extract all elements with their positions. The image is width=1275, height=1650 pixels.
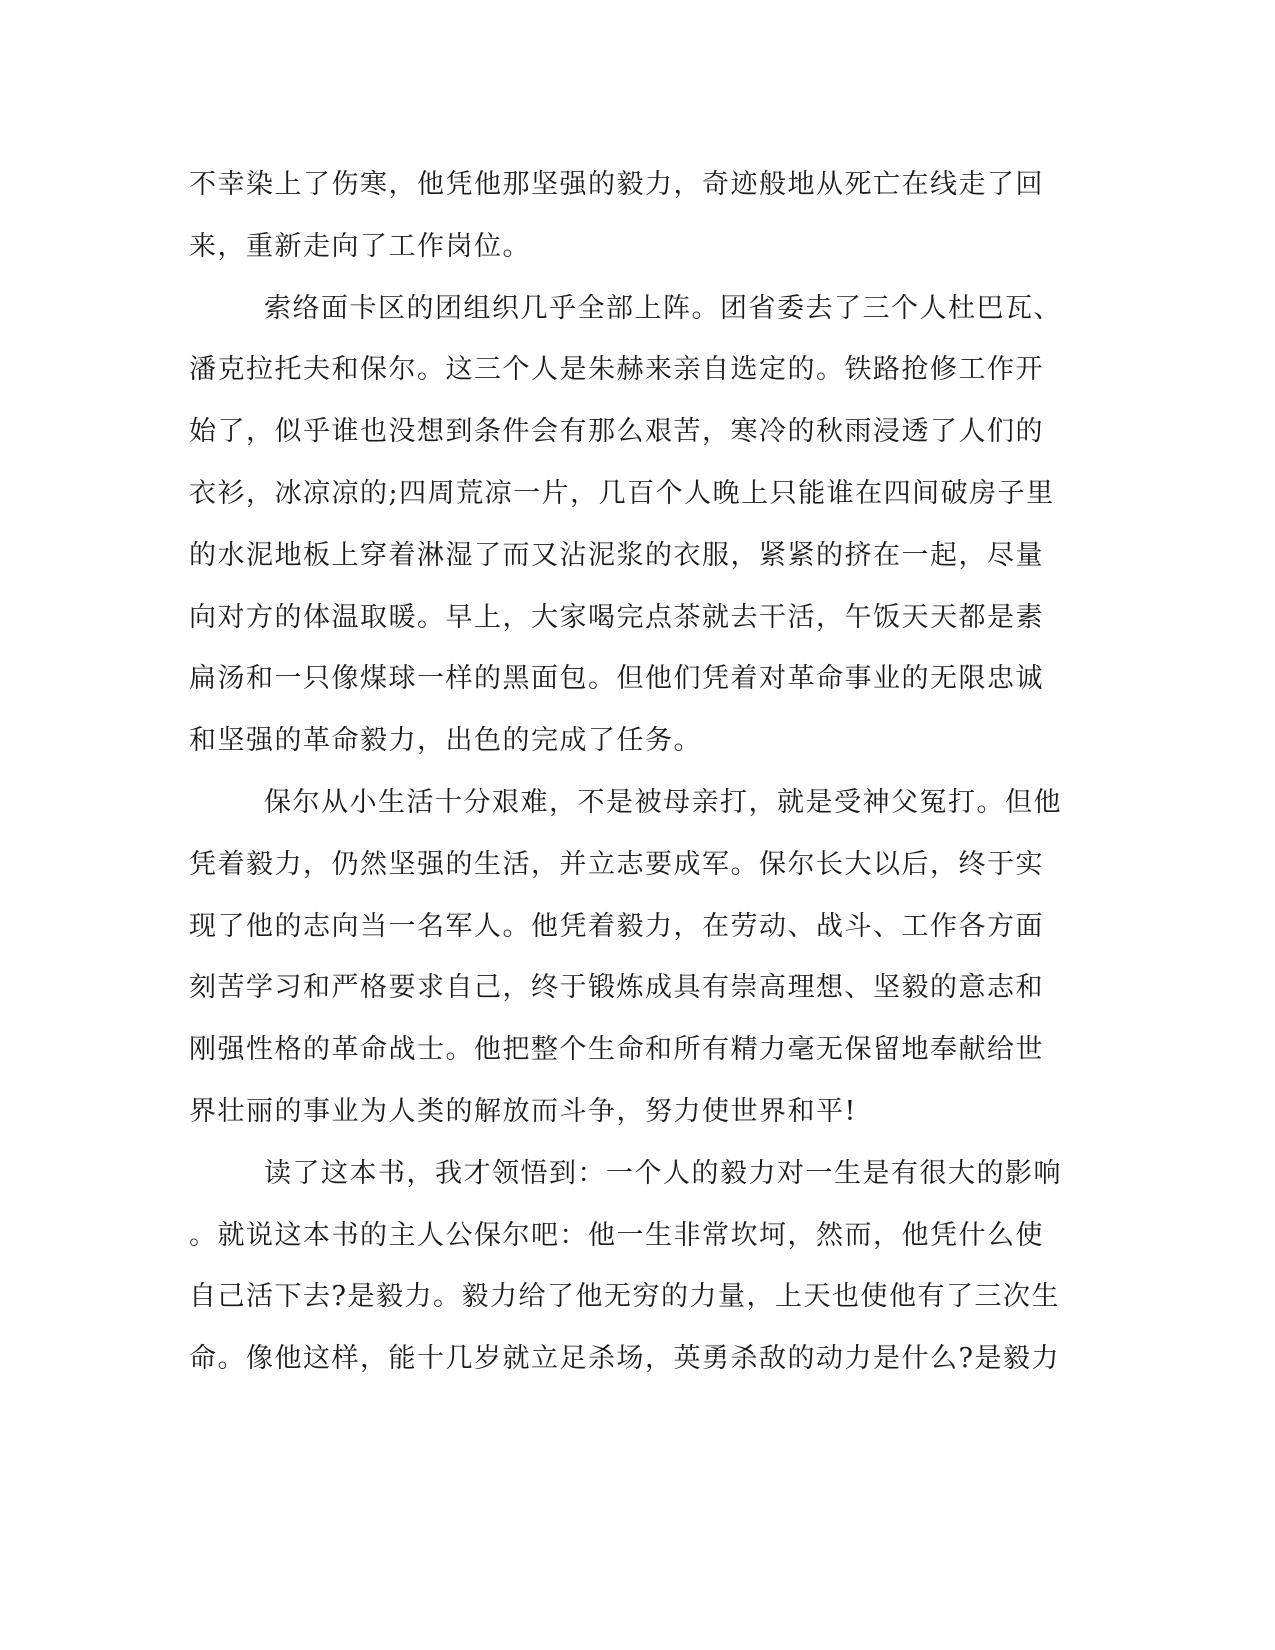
text-line: 。就说这本书的主人公保尔吧：他一生非常坎坷，然而，他凭什么使 xyxy=(189,1219,1044,1251)
text-line: 凭着毅力，仍然坚强的生活，并立志要成军。保尔长大以后，终于实 xyxy=(189,848,1044,880)
text-line: 衣衫，冰凉凉的;四周荒凉一片，几百个人晚上只能谁在四间破房子里 xyxy=(189,477,1055,509)
text-line: 向对方的体温取暖。早上，大家喝完点茶就去干活，午饭天天都是素 xyxy=(189,601,1044,633)
text-line: 界壮丽的事业为人类的解放而斗争，努力使世界和平! xyxy=(189,1095,857,1127)
text-line: 始了，似乎谁也没想到条件会有那么艰苦，寒冷的秋雨浸透了人们的 xyxy=(189,416,1044,448)
text-line: 刚强性格的革命战士。他把整个生命和所有精力毫无保留地奉献给世 xyxy=(189,1034,1044,1066)
document-body xyxy=(189,154,1069,1390)
text-line: 索络面卡区的团组织几乎全部上阵。团省委去了三个人杜巴瓦、 xyxy=(264,292,1062,324)
text-line: 扁汤和一只像煤球一样的黑面包。但他们凭着对革命事业的无限忠诚 xyxy=(189,663,1044,695)
paragraph-4 xyxy=(189,1143,1069,1390)
text-line: 保尔从小生活十分艰难，不是被母亲打，就是受神父冤打。但他 xyxy=(264,786,1062,818)
text-line: 来，重新走向了工作岗位。 xyxy=(189,230,531,262)
text-line: 潘克拉托夫和保尔。这三个人是朱赫来亲自选定的。铁路抢修工作开 xyxy=(189,354,1044,386)
paragraph-2 xyxy=(189,278,1069,772)
text-line: 的水泥地板上穿着淋湿了而又沾泥浆的衣服，紧紧的挤在一起，尽量 xyxy=(189,539,1044,571)
text-line: 命。像他这样，能十几岁就立足杀场，英勇杀敌的动力是什么?是毅力 xyxy=(189,1343,1060,1375)
paragraph-1 xyxy=(189,154,1069,278)
text-line: 和坚强的革命毅力，出色的完成了任务。 xyxy=(189,725,702,757)
paragraph-3 xyxy=(189,772,1069,1143)
text-line: 不幸染上了伤寒，他凭他那坚强的毅力，奇迹般地从死亡在线走了回 xyxy=(189,169,1044,200)
text-line: 现了他的志向当一名军人。他凭着毅力，在劳动、战斗、工作各方面 xyxy=(189,910,1044,942)
text-line: 刻苦学习和严格要求自己，终于锻炼成具有崇高理想、坚毅的意志和 xyxy=(189,972,1044,1004)
text-line: 自己活下去?是毅力。毅力给了他无穷的力量，上天也使他有了三次生 xyxy=(189,1281,1060,1313)
text-line: 读了这本书，我才领悟到：一个人的毅力对一生是有很大的影响 xyxy=(264,1157,1062,1189)
